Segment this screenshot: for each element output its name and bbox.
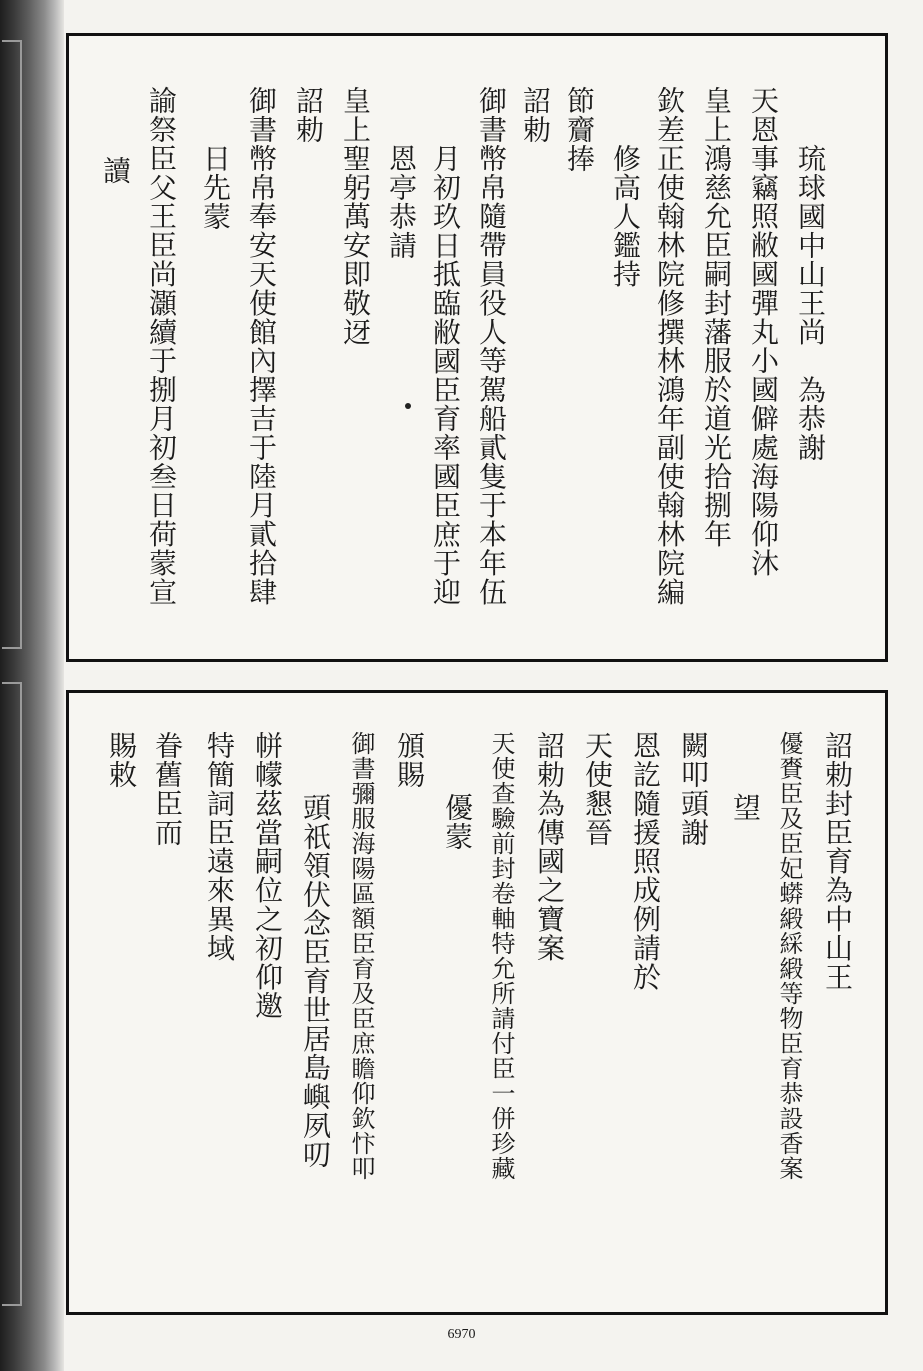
text-column: 修高人鑑持 (609, 144, 642, 289)
text-column: 優蒙 (441, 793, 474, 851)
text-column: 天使懇晉 (581, 731, 614, 847)
text-column: 御書幣帛奉安天使館內擇吉于陸月貳拾肆 (245, 86, 278, 607)
page-number: 6970 (447, 1327, 476, 1342)
text-column: 頭祇領伏念臣育世居島嶼夙叨 (299, 793, 332, 1169)
text-column: 天恩事竊照敝國彈丸小國僻處海陽仰沐 (747, 86, 780, 578)
text-column: 特簡詞臣遠來異域 (203, 731, 236, 963)
facing-page-frame-bottom (2, 682, 22, 1306)
text-column: 琉球國中山王尚 為恭謝 (794, 144, 827, 462)
text-column: 恩亭恭請 (385, 144, 418, 260)
text-column: 優賚臣及臣妃蟒緞綵緞等物臣育恭設香案 (775, 731, 803, 1181)
text-column: 御書彌服海陽區額臣育及臣庶瞻仰欽忭叩 (347, 731, 375, 1181)
text-column: 詔勅 (292, 86, 325, 144)
text-column: 頒賜 (393, 731, 426, 789)
text-column: 眷舊臣而 (151, 731, 184, 847)
text-column: 望 (729, 793, 762, 822)
text-column: 天使查驗前封卷軸特允所請付臣一併珍藏 (487, 731, 515, 1181)
text-column: 詔勅為傳國之寶案 (533, 731, 566, 963)
text-column: 節齎捧 (563, 86, 596, 173)
text-column: 恩訖隨援照成例請於 (629, 731, 662, 992)
text-column: 皇上鴻慈允臣嗣封藩服於道光拾捌年 (700, 86, 733, 549)
text-column: 讀 (99, 156, 132, 185)
manuscript-panel-top (66, 33, 888, 662)
text-column: 帡幪茲當嗣位之初仰邀 (251, 731, 284, 1020)
text-column: 日先蒙 (199, 144, 232, 231)
book-spine-shadow (0, 0, 64, 1371)
text-column: 諭祭臣父王臣尚灝續于捌月初叁日荷蒙宣 (145, 86, 178, 607)
text-column: 闕叩頭謝 (677, 731, 710, 847)
text-column: 月初玖日抵臨敝國臣育率國臣庶于迎 (429, 144, 462, 607)
text-column: 皇上聖躬萬安即敬迓 (339, 86, 372, 347)
text-column: 詔勅 (519, 86, 552, 144)
text-column: 御書幣帛隨帶員役人等駕船貳隻于本年伍 (475, 86, 508, 607)
facing-page-frame-top (2, 40, 22, 649)
text-column: 賜敕 (105, 731, 138, 789)
manuscript-panel-bottom (66, 690, 888, 1315)
text-column: 詔勅封臣育為中山王 (821, 731, 854, 992)
ink-dot (405, 403, 411, 409)
text-column: 欽差正使翰林院修撰林鴻年副使翰林院編 (653, 86, 686, 607)
